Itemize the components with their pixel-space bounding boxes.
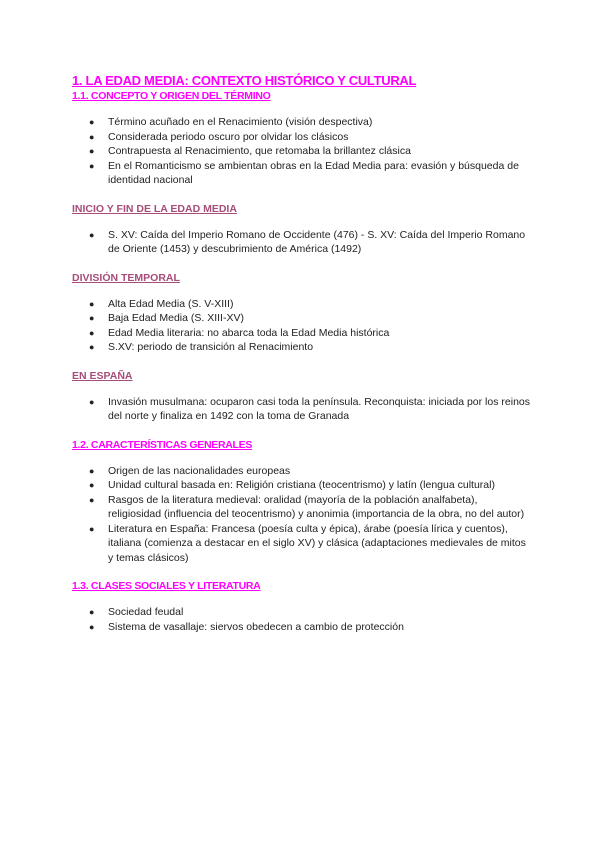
bullet-icon: ● xyxy=(89,160,95,171)
list-item: ● Baja Edad Media (S. XIII-XV) xyxy=(89,312,244,324)
list-item: ● Término acuñado en el Renacimiento (visión despectiva) xyxy=(89,116,373,128)
list-item: ● Sociedad feudal xyxy=(89,606,184,618)
section-1-3-list xyxy=(72,605,532,634)
list-item: ● Invasión musulmana: ocuparon casi toda la península. Reconquista: iniciada por los reinos del norte y finaliza en 1492 con la toma de Granada xyxy=(89,395,530,422)
espana-list xyxy=(72,395,532,424)
inicio-title: INICIO Y FIN DE LA EDAD MEDIA xyxy=(72,202,237,215)
list-item: ● Considerada periodo oscuro por olvidar los clásicos xyxy=(89,130,349,143)
list-item: ● Origen de las nacionalidades europeas xyxy=(89,464,291,477)
bullet-icon: ● xyxy=(89,465,95,476)
list-item: ● S.XV: periodo de transición al Renacimiento xyxy=(89,341,314,353)
list-item: ● En el Romanticismo se ambientan obras en la Edad Media para: evasión y búsqueda de identidad nacional xyxy=(89,159,519,186)
section-1-1-list xyxy=(72,115,532,188)
bullet-icon: ● xyxy=(89,327,95,338)
list-item: ● S. XV: Caída del Imperio Romano de Occidente (476) - S. XV: Caída del Imperio Romano de Oriente (1453) y descubrimiento de América (1492) xyxy=(89,228,526,255)
list-item: ● Unidad cultural basada en: Religión cristiana (teocentrismo) y latín (lengua cultural) xyxy=(89,479,495,491)
list-item: ● Rasgos de la literatura medieval: oralidad (mayoría de la población analfabeta), religiosidad (influencia del teocentrismo) y anonimia (importancia de la obra, no del autor) xyxy=(89,493,525,520)
bullet-icon: ● xyxy=(89,229,95,240)
section-1-2-title: 1.2. CARACTERÍSTICAS GENERALES xyxy=(72,438,253,451)
bullet-icon: ● xyxy=(89,494,95,505)
bullet-icon: ● xyxy=(89,621,95,632)
bullet-icon: ● xyxy=(89,313,95,323)
list-item: ● Literatura en España: Francesa (poesía culta y épica), árabe (poesía lírica y cuentos), italiana (comienza a destacar en el siglo XV) y clásica (adaptaciones medievales de mitos y temas clásicos) xyxy=(89,522,526,564)
document-page xyxy=(72,72,532,634)
division-list xyxy=(72,297,532,355)
list-item: ● Edad Media literaria: no abarca toda la Edad Media histórica xyxy=(89,326,390,339)
bullet-icon: ● xyxy=(89,396,95,407)
bullet-icon: ● xyxy=(89,480,95,490)
bullet-icon: ● xyxy=(89,523,95,534)
section-1-3-title: 1.3. CLASES SOCIALES Y LITERATURA xyxy=(72,580,261,592)
bullet-icon: ● xyxy=(89,342,95,352)
bullet-icon: ● xyxy=(89,607,95,617)
section-1-2-list xyxy=(72,464,532,566)
bullet-icon: ● xyxy=(89,146,95,156)
espana-title: EN ESPAÑA xyxy=(72,369,133,382)
section-1-1-title: 1.1. CONCEPTO Y ORIGEN DEL TÉRMINO xyxy=(72,90,271,102)
list-item: ● Alta Edad Media (S. V-XIII) xyxy=(89,297,234,310)
division-title: DIVISIÓN TEMPORAL xyxy=(72,271,180,284)
list-item: ● Contrapuesta al Renacimiento, que retomaba la brillantez clásica xyxy=(89,145,411,157)
bullet-icon: ● xyxy=(89,117,95,127)
bullet-icon: ● xyxy=(89,298,95,309)
main-title: 1. LA EDAD MEDIA: CONTEXTO HISTÓRICO Y CULTURAL xyxy=(72,73,417,88)
inicio-list xyxy=(72,228,532,257)
list-item: ● Sistema de vasallaje: siervos obedecen a cambio de protección xyxy=(89,620,404,633)
bullet-icon: ● xyxy=(89,131,95,142)
